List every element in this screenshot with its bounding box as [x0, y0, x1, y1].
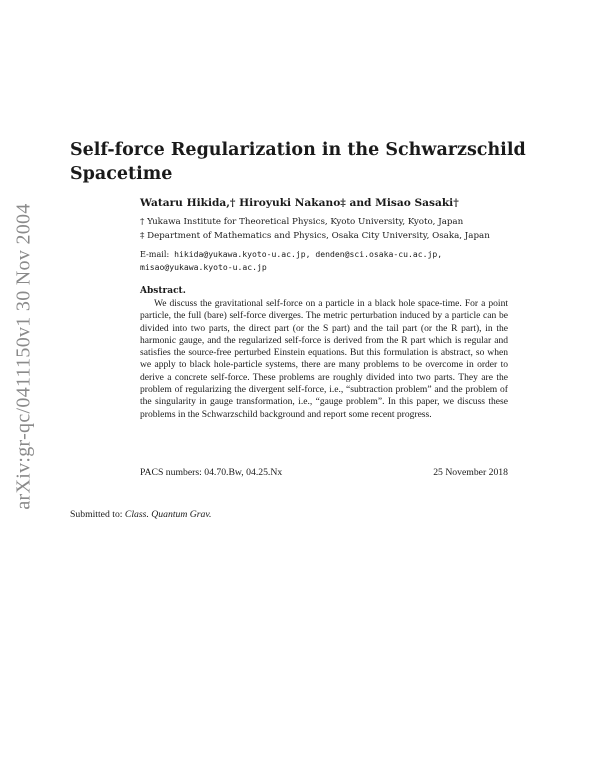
paper-title: Self-force Regularization in the Schwarzschild Spacetime — [70, 140, 526, 184]
email-line-2: misao@yukawa.kyoto-u.ac.jp — [140, 261, 267, 272]
submitted-to — [70, 509, 211, 520]
affiliation-yukawa: † Yukawa Institute for Theoretical Physics, Kyoto University, Kyoto, Japan — [140, 217, 464, 227]
journal-name: Class. Quantum Grav. — [124, 509, 212, 520]
author-list: Wataru Hikida,† Hiroyuki Nakano‡ and Misao Sasaki† — [140, 197, 459, 209]
affiliation-osaka: ‡ Department of Mathematics and Physics, Osaka City University, Osaka, Japan — [140, 231, 490, 241]
pacs-numbers: PACS numbers: 04.70.Bw, 04.25.Nx — [140, 467, 283, 478]
email-line-1: hikida@yukawa.kyoto-u.ac.jp, denden@sci.osaka-cu.ac.jp, — [174, 249, 443, 259]
arxiv-identifier-stamp — [10, 202, 38, 510]
arxiv-id-text: arXiv:gr-qc/0411150v1 30 Nov 2004 — [12, 202, 35, 510]
email-block — [140, 248, 520, 273]
paper-date: 25 November 2018 — [433, 467, 508, 478]
email-label: E-mail: — [140, 249, 170, 259]
abstract-body: We discuss the gravitational self-force on a particle in a black hole space-time. For a point particle, the full (bare) self-force diverges. The metric perturbation induced by a particle can be divided into two parts, the direct part (or the S part) and the tail part (or the R part), in the harmonic gauge, and the regularized self-force is derived from the R part which is regular and satisfies the source-free perturbed Einstein equations. But this formulation is abstract, so when we apply to black hole-particle systems, there are many problems to be overcome in order to derive a concrete self-force. These problems are roughly divided into two parts. They are the problem of regularizing the divergent self-force, i.e., “subtraction problem” and the problem of the singularity in gauge transformation, i.e., “gauge problem”. In this paper, we discuss these problems in the Schwarzschild background and report some recent progress. — [140, 298, 508, 420]
submitted-label: Submitted to: — [70, 509, 123, 520]
abstract-heading: Abstract. — [140, 286, 186, 296]
